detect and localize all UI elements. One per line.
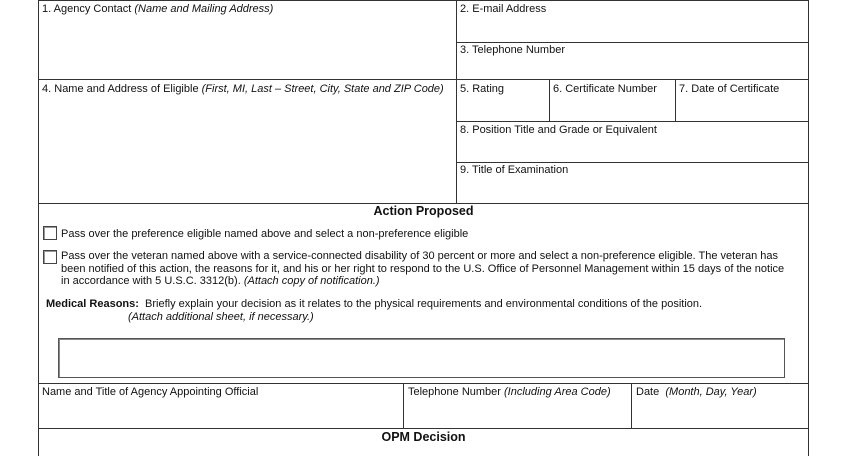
official-telephone-hint: (Including Area Code) (504, 386, 611, 398)
date-of-certificate-label: 7. Date of Certificate (679, 83, 780, 95)
veteran-attach-note: (Attach copy of notification.) (243, 275, 380, 287)
rating-field[interactable] (456, 79, 549, 121)
official-telephone-label (408, 386, 611, 399)
medical-reasons-block (46, 298, 806, 323)
telephone-label: 3. Telephone Number (460, 44, 565, 56)
medical-reasons-text: Briefly explain your decision as it relates to the physical requirements and environmental conditions of the position. (145, 298, 703, 310)
official-date-text: Date (636, 386, 660, 398)
field-number: 1. (42, 3, 52, 15)
rating-label: 5. Rating (460, 83, 505, 95)
medical-reasons-input[interactable] (58, 338, 785, 378)
medical-attach-line (46, 311, 806, 324)
veteran-text-span: in accordance with 5 U.S.C. 3312(b). (61, 275, 241, 287)
email-label: 2. E-mail Address (460, 3, 547, 15)
certificate-number-field[interactable] (549, 79, 675, 121)
official-telephone-text: Telephone Number (408, 386, 501, 398)
pass-over-veteran-checkbox[interactable] (43, 250, 57, 264)
pass-over-preference-label: Pass over the preference eligible named above and select a non-preference eligible (61, 228, 469, 240)
pass-over-preference-checkbox[interactable] (43, 226, 57, 240)
action-proposed-heading: Action Proposed (373, 204, 474, 218)
official-date-field[interactable] (631, 383, 809, 428)
agency-contact-hint: (Name and Mailing Address) (134, 3, 274, 15)
field-number: 4. (42, 83, 52, 95)
date-of-certificate-field[interactable] (675, 79, 809, 121)
official-telephone-field[interactable] (403, 383, 631, 428)
veteran-text-line: Pass over the veteran named above with a service-connected disability of 30 percent or more and select a non-preference eligible. The veteran has (61, 250, 779, 262)
position-title-field[interactable] (456, 121, 809, 162)
telephone-field[interactable] (456, 42, 809, 79)
email-field[interactable] (456, 0, 809, 42)
eligible-label (42, 83, 444, 96)
appointing-official-field[interactable] (38, 383, 403, 428)
medical-reasons-line (46, 298, 806, 311)
title-of-examination-field[interactable] (456, 162, 809, 203)
rule (38, 428, 809, 429)
position-title-label: 8. Position Title and Grade or Equivalent (460, 124, 657, 136)
official-date-label (636, 386, 757, 399)
medical-reasons-label: Medical Reasons: (46, 298, 139, 310)
agency-contact-field[interactable] (38, 0, 456, 79)
eligible-hint: (First, MI, Last – Street, City, State and ZIP Code) (201, 83, 444, 95)
veteran-text-line: been notified of this action, the reasons for it, and his or her right to respond to the U.S. Office of Personnel Management within 15 days of the notice (61, 262, 785, 275)
veteran-text-line (61, 275, 806, 288)
eligible-name-address-field[interactable] (38, 79, 456, 203)
title-of-examination-label: 9. Title of Examination (460, 164, 569, 176)
medical-attach-note: (Attach additional sheet, if necessary.) (128, 310, 314, 323)
eligible-text: Name and Address of Eligible (54, 83, 199, 95)
opm-decision-heading: OPM Decision (381, 430, 466, 444)
appointing-official-label: Name and Title of Agency Appointing Official (42, 386, 259, 398)
agency-contact-text: Agency Contact (53, 3, 132, 15)
form (38, 0, 809, 456)
certificate-number-label: 6. Certificate Number (553, 83, 657, 95)
official-date-hint: (Month, Day, Year) (665, 386, 757, 398)
pass-over-veteran-text (61, 250, 806, 288)
agency-contact-label (42, 3, 273, 16)
